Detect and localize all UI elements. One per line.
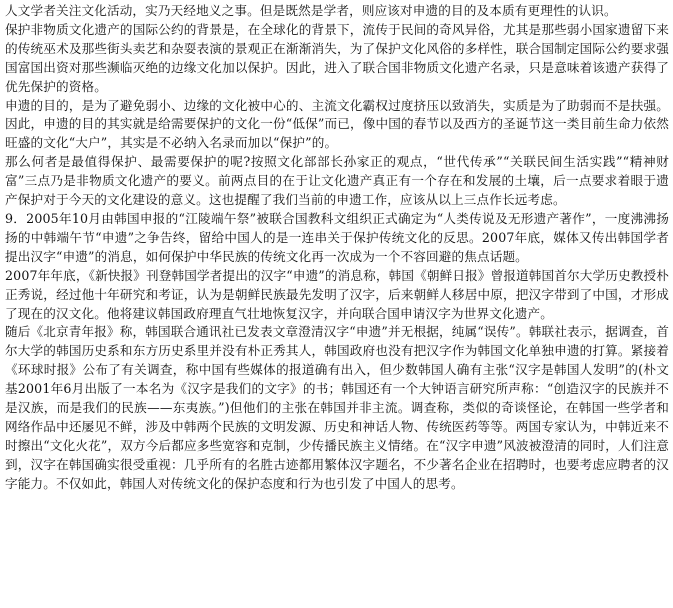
paragraph-clarification-report: 随后《北京青年报》称，韩国联合通讯社已发表文章澄清汉字“申遗”并无根据，纯属“误传”。韩联社表示，据调查，首尔大学的韩国历史系和东方历史系里并没有朴正秀其人，韩国政府也没有把汉字作为韩国文化单独申遗的打算。紧接着《环球时报》公布了有关调查，称中国有些媒体的报道确有出入，但少数韩国人确有主张“汉字是韩国人发明”的(朴文基2001年6月出版了一本名为《汉字是我们的文字》的书；韩国还有一个大钟语言研究所声称：“创造汉字的民族并不是汉族，而是我们的民族——东夷族。”)但他们的主张在韩国并非主流。调查称，类似的奇谈怪论，在韩国一些学者和网络作品中还屡见不鲜，涉及中韩两个民族的文明发源、历史和神话人物、传统医药等等。两国专家认为，中韩近来不时擦出“文化火花”，双方今后都应多些宽容和克制，少传播民族主义情绪。在“汉字申遗”风波被澄清的同时，人们注意到，汉字在韩国确实很受重视：几乎所有的名胜古迹都用繁体汉字题名，不少著名企业在招聘时，也要考虑应聘者的汉字能力。不仅如此，韩国人对传统文化的保护态度和行为也引发了中国人的思考。 xyxy=(5,324,669,491)
paragraph-protection-priorities: 那么何者是最值得保护、最需要保护的呢?按照文化部部长孙家正的观点，“世代传承”“关联民间生活实践”“精神财富”三点乃是非物质文化遗产的要义。前两点目的在于让文化遗产真正有一个存在和发展的土壤，后一点要求着眼于遗产保护对于今天的文化建设的意义。这也提醒了我们当前的申遗工作，应该从以上三点作长远考虑。 xyxy=(5,154,669,208)
paragraph-question-9: 9．2005年10月由韩国申报的“江陵端午祭”被联合国教科文组织正式确定为“人类传说及无形遗产著作”，一度沸沸扬扬的中韩端午节“申遗”之争告终，留给中国人的是一连串关于保护传统文化的反思。2007年底，媒体又传出韩国学者提出汉字“申遗”的消息，如何保护中华民族的传统文化再一次成为一个不容回避的焦点话题。 xyxy=(5,210,669,264)
paragraph-convention-background: 保护非物质文化遗产的国际公约的背景是，在全球化的背景下，流传于民间的奇风异俗，尤其是那些弱小国家遗留下来的传统巫术及那些街头卖艺和杂耍表演的景观正在渐渐消失，为了保护文化风俗的多样性，联合国制定国际公约要求强国富国出资对那些濒临灭绝的边缘文化加以保护。因此，进入了联合国非物质文化遗产名录，只是意味着该遗产获得了优先保护的资格。 xyxy=(5,21,669,94)
document-body xyxy=(5,2,669,494)
paragraph-scholar-attitude: 人文学者关注文化活动，实乃天经地义之事。但是既然是学者，则应该对申遗的目的及本质有更理性的认识。 xyxy=(5,3,617,18)
paragraph-heritage-purpose: 申遗的目的，是为了避免弱小、边缘的文化被中心的、主流文化霸权过度挤压以致消失，实质是为了助弱而不是扶强。因此，申遗的目的其实就是给需要保护的文化一份“低保”而已，像中国的春节以及西方的圣诞节这一类目前生命力依然旺盛的文化“大户”，其实是不必纳入名录而加以“保护”的。 xyxy=(5,97,669,151)
paragraph-xinkuaibao-report: 2007年年底，《新快报》刊登韩国学者提出的汉字“申遗”的消息称，韩国《朝鲜日报》曾报道韩国首尔大学历史教授朴正秀说，经过他十年研究和考证，认为是朝鲜民族最先发明了汉字，后来朝鲜人移居中原，把汉字带到了中国，才形成了现在的汉文化。他将建议韩国政府理直气壮地恢复汉字，并向联合国申请汉字为世界文化遗产。 xyxy=(5,267,669,321)
